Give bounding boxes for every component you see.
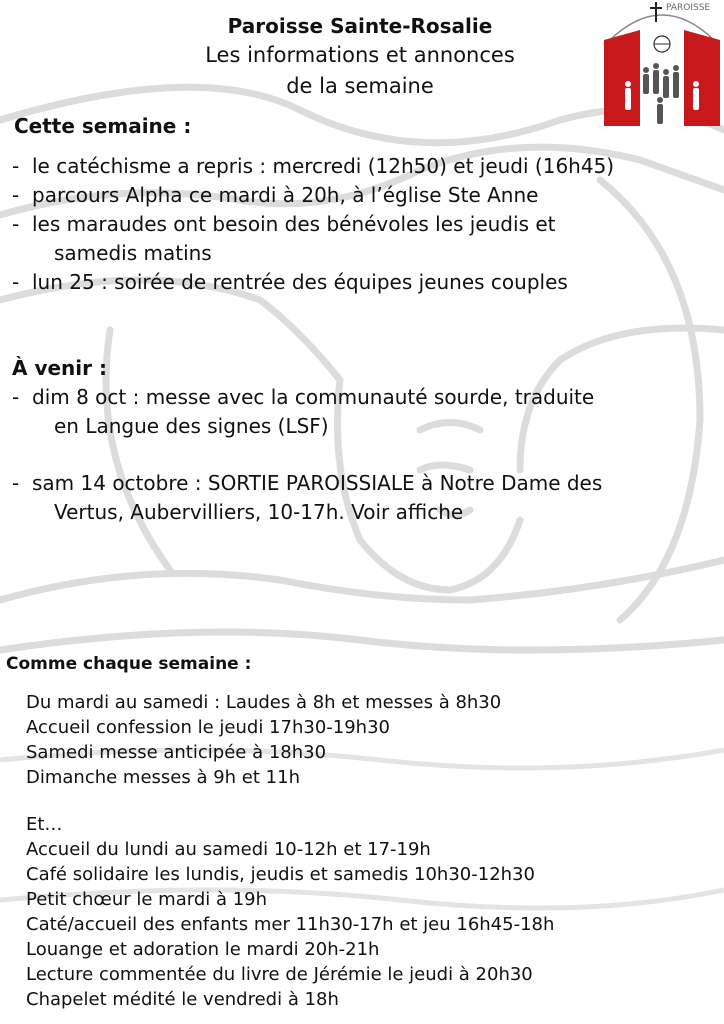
- schedule-line: Accueil du lundi au samedi 10-12h et 17-19h: [26, 839, 431, 860]
- list-item: - le catéchisme a repris : mercredi (12h50) et jeudi (16h45): [12, 152, 718, 181]
- list-item: - sam 14 octobre : SORTIE PAROISSIALE à Notre Dame des Vertus, Aubervilliers, 10-17h. Voir affiche: [12, 469, 718, 527]
- section-title-every-week: Comme chaque semaine :: [6, 654, 252, 674]
- upcoming-list: [12, 383, 718, 527]
- list-item: - lun 25 : soirée de rentrée des équipes jeunes couples: [12, 268, 718, 297]
- additional-schedule: [26, 812, 554, 1012]
- schedule-line: Samedi messe anticipée à 18h30: [26, 742, 327, 763]
- list-item: - dim 8 oct : messe avec la communauté sourde, traduite en Langue des signes (LSF): [12, 383, 718, 441]
- schedule-line: Louange et adoration le mardi 20h-21h: [26, 939, 380, 960]
- this-week-list: [12, 152, 718, 297]
- list-item: - parcours Alpha ce mardi à 20h, à l’église Ste Anne: [12, 181, 718, 210]
- schedule-line: Dimanche messes à 9h et 11h: [26, 767, 300, 788]
- schedule-line: Et…: [26, 814, 63, 835]
- logo-text: PAROISSE: [666, 3, 711, 13]
- header-subtitle-line2: de la semaine: [286, 74, 434, 98]
- schedule-line: Café solidaire les lundis, jeudis et samedis 10h30-12h30: [26, 864, 535, 885]
- schedule-line: Lecture commentée du livre de Jérémie le jeudi à 20h30: [26, 964, 533, 985]
- section-title-upcoming: À venir :: [12, 356, 107, 380]
- parish-name: Paroisse Sainte-Rosalie: [227, 14, 493, 38]
- parish-logo: [600, 0, 724, 128]
- schedule-line: Chapelet médité le vendredi à 18h: [26, 989, 339, 1010]
- weekly-schedule: [26, 690, 501, 790]
- schedule-line: Petit chœur le mardi à 19h: [26, 889, 268, 910]
- schedule-line: Caté/accueil des enfants mer 11h30-17h et jeu 16h45-18h: [26, 914, 555, 935]
- list-item: - les maraudes ont besoin des bénévoles les jeudis et samedis matins: [12, 210, 718, 268]
- header: [110, 12, 610, 102]
- section-title-this-week: Cette semaine :: [14, 114, 192, 138]
- schedule-line: Du mardi au samedi : Laudes à 8h et messes à 8h30: [26, 692, 502, 713]
- schedule-line: Accueil confession le jeudi 17h30-19h30: [26, 717, 390, 738]
- header-subtitle-line1: Les informations et annonces: [205, 43, 515, 67]
